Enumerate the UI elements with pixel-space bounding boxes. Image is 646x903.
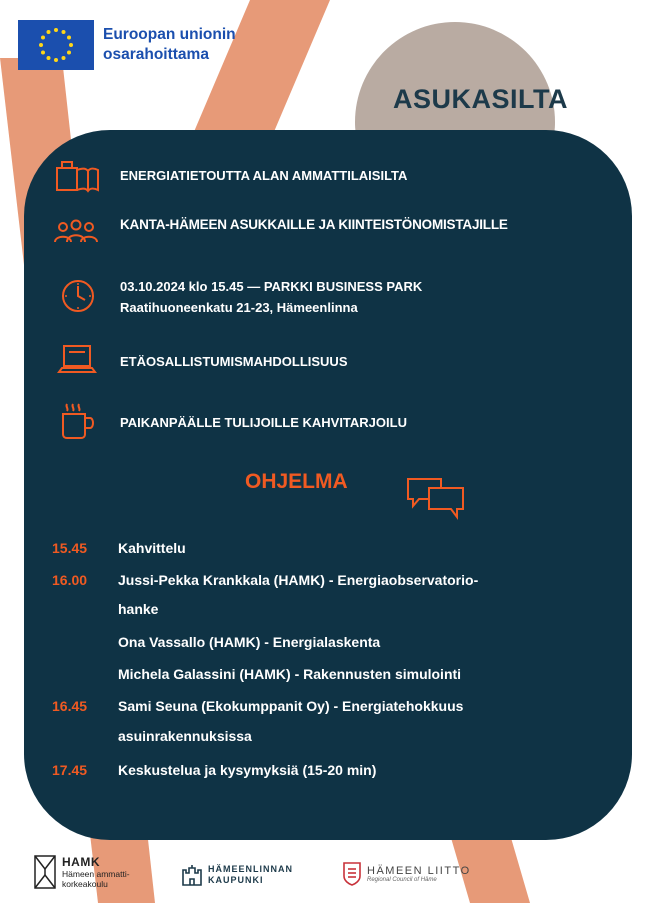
hamk-sub1: Hämeen ammatti- [62,869,130,879]
kaupunki-line1: HÄMEENLINNAN [208,864,293,874]
program-item-5: Sami Seuna (Ekokumppanit Oy) - Energiatehokkuus [118,698,464,714]
hamk-sub2: korkeakoulu [62,879,108,889]
chat-bubbles-icon [405,476,467,522]
program-item-2: Jussi-Pekka Krankkala (HAMK) - Energiaobservatorio- [118,572,479,588]
hameen-liitto-logo [343,862,471,886]
info-row-coffee [52,400,100,440]
info-datetime-text: 03.10.2024 klo 15.45 — PARKKI BUSINESS PARK [120,279,423,294]
info-remote-text: ETÄOSALLISTUMISMAHDOLLISUUS [120,354,348,369]
hamk-logo [34,855,130,889]
eu-flag-icon [18,20,94,70]
program-item-5-cont: asuinrakennuksissa [118,728,252,744]
briefcase-book-icon [52,156,100,196]
shield-icon [343,862,361,886]
info-row-audience [52,212,100,252]
clock-icon [52,276,100,316]
info-row-experts [52,156,100,196]
eu-text-line1: Euroopan unionin [103,26,236,43]
info-address-text: Raatihuoneenkatu 21-23, Hämeenlinna [120,300,358,315]
coffee-cup-icon [52,400,100,440]
program-title: OHJELMA [245,470,348,493]
hamk-name: HAMK [62,855,100,869]
liitto-name: HÄMEEN LIITTO [367,865,471,877]
info-audience-text: KANTA-HÄMEEN ASUKKAILLE JA KIINTEISTÖNOMISTAJILLE [120,217,508,232]
liitto-sub: Regional Council of Häme [367,877,437,883]
hameenlinna-logo [181,864,293,886]
laptop-icon [52,340,100,380]
program-item-3: Ona Vassallo (HAMK) - Energialaskenta [118,634,381,650]
program-time-1: 15.45 [52,540,88,556]
program-time-6: 17.45 [52,762,88,778]
eu-text-line2: osarahoittama [103,46,209,63]
kaupunki-line2: KAUPUNKI [208,875,264,885]
program-time-2: 16.00 [52,572,88,588]
castle-icon [181,864,203,886]
eu-funding-logo [18,20,236,70]
info-experts-text: ENERGIATIETOUTTA ALAN AMMATTILAISILTA [120,168,408,183]
info-datetime-block [120,279,422,315]
hamk-mark-icon [34,855,56,889]
info-row-datetime [52,276,100,316]
program-time-5: 16.45 [52,698,88,714]
program-item-4: Michela Galassini (HAMK) - Rakennusten simulointi [118,666,462,682]
people-group-icon [52,212,100,252]
program-item-2-cont: hanke [118,601,159,617]
program-item-1: Kahvittelu [118,540,186,556]
program-item-6: Keskustelua ja kysymyksiä (15-20 min) [118,762,377,778]
info-coffee-text: PAIKANPÄÄLLE TULIJOILLE KAHVITARJOILU [120,415,407,430]
page-title: ASUKASILTA [393,84,568,114]
info-row-remote [52,340,100,380]
